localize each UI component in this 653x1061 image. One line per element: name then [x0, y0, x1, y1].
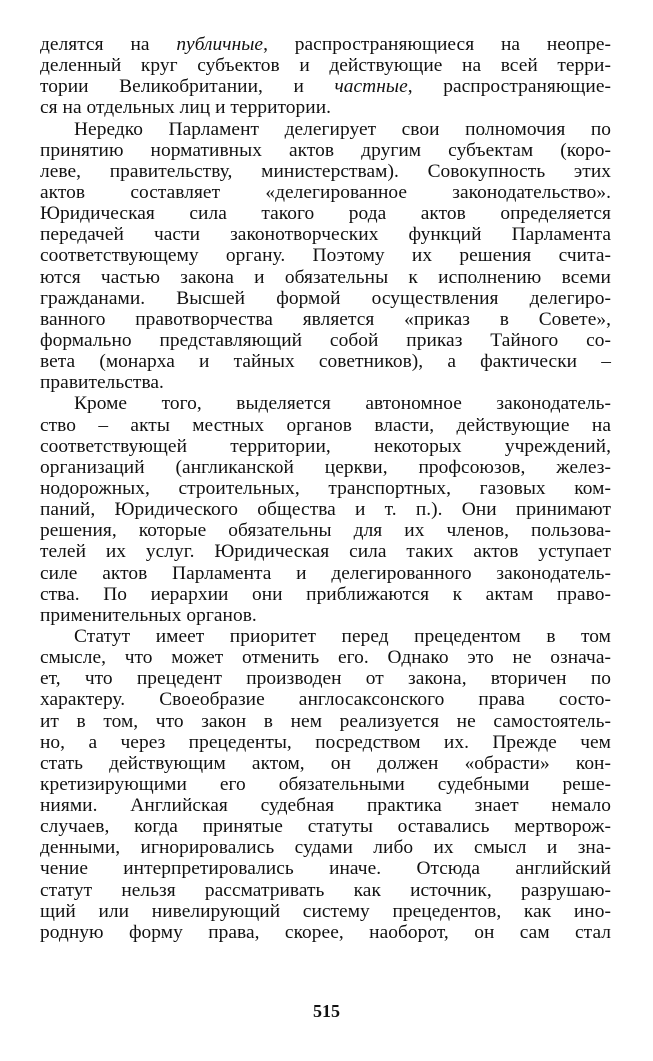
text-line [40, 520, 611, 541]
text-line [40, 436, 611, 457]
text-run: ства. По иерархии они приближаются к актам право- [40, 583, 611, 605]
paragraph [40, 626, 611, 943]
text-run: Юридическая сила такого рода актов определяется [40, 203, 611, 225]
text-run: Статут имеет приоритет перед прецедентом в том [74, 625, 611, 647]
text-run: деленный круг субъектов и действующие на всей терри- [40, 55, 611, 77]
text-run: формально представляющий собой приказ Тайного со- [40, 329, 611, 351]
text-line [40, 288, 611, 309]
text-run: актов составляет «делегированное законодательство». [40, 181, 611, 203]
text-line [40, 647, 611, 668]
text-run: паний, Юридического общества и т. п.). Они принимают [40, 499, 611, 521]
text-run: родную форму права, скорее, наоборот, он сам стал [40, 921, 611, 943]
text-line [40, 880, 611, 901]
text-line [40, 922, 611, 943]
text-run: организаций (англиканской церкви, профсоюзов, желез- [40, 456, 611, 478]
text-line [40, 245, 611, 266]
text-line [40, 732, 611, 753]
page-body [40, 34, 611, 943]
text-run: силе актов Парламента и делегированного законодатель- [40, 562, 611, 584]
text-run: делятся на [40, 34, 177, 55]
text-run: щий или нивелирующий систему прецедентов, как ино- [40, 900, 611, 922]
italic-term: публичные [176, 34, 264, 55]
text-line [40, 753, 611, 774]
text-run: соответствующему органу. Поэтому их решения счита- [40, 245, 611, 267]
text-line [40, 119, 611, 140]
text-line [40, 499, 611, 520]
text-run: вета (монарха и тайных советников), а фактически – [40, 351, 611, 373]
text-line [40, 774, 611, 795]
text-run: принятию нормативных актов другим субъектам (коро- [40, 139, 611, 161]
text-line [40, 161, 611, 182]
text-run: тории Великобритании, и [40, 76, 335, 98]
text-line [40, 330, 611, 351]
text-line [40, 901, 611, 922]
text-run: леве, правительству, министерствам). Совокупность этих [40, 160, 611, 182]
text-line [40, 372, 611, 393]
text-line [40, 203, 611, 224]
text-run: но, а через прецеденты, посредством их. Прежде чем [40, 731, 611, 753]
text-line [40, 182, 611, 203]
text-run: ит в том, что закон в нем реализуется не самостоятель- [40, 710, 611, 732]
text-run: ванного правотворчества является «приказ в Совете», [40, 308, 611, 330]
text-run: кретизирующими его обязательными судебными реше- [40, 773, 611, 795]
text-run: стать действующим актом, он должен «обрасти» кон- [40, 752, 611, 774]
italic-term: частные [334, 76, 408, 98]
text-line [40, 76, 611, 97]
text-run: смысле, что может отменить его. Однако это не означа- [40, 647, 611, 669]
text-line [40, 563, 611, 584]
text-run: ся на отдельных лиц и территории. [40, 97, 332, 119]
text-line [40, 55, 611, 76]
page-number: 515 [313, 1001, 340, 1021]
text-line [40, 140, 611, 161]
text-line [40, 605, 611, 626]
text-run: нодорожных, строительных, транспортных, газовых ком- [40, 477, 611, 499]
text-run: денными, игнорировались судами либо их смысл и зна- [40, 837, 611, 859]
text-run: ниями. Английская судебная практика знает немало [40, 795, 611, 817]
text-line [40, 711, 611, 732]
text-line [40, 541, 611, 562]
text-run: , распространяющие- [407, 76, 611, 98]
text-run: Кроме того, выделяется автономное законодатель- [74, 393, 611, 415]
text-line [40, 224, 611, 245]
text-run: характеру. Своеобразие англосаксонского права состо- [40, 689, 611, 711]
text-run: случаев, когда принятые статуты оставались мертворож- [40, 816, 611, 838]
text-run: передачей части законотворческих функций Парламента [40, 224, 611, 246]
text-run: , распространяющиеся на неопре- [263, 34, 611, 55]
text-line [40, 351, 611, 372]
text-line [40, 267, 611, 288]
text-run: чение интерпретировались иначе. Отсюда английский [40, 858, 611, 880]
text-line [40, 309, 611, 330]
text-run: ются частью закона и обязательны к исполнению всеми [40, 266, 611, 288]
text-line [40, 97, 611, 118]
text-line [40, 415, 611, 436]
text-line [40, 478, 611, 499]
text-run: телей их услуг. Юридическая сила таких актов уступает [40, 541, 611, 563]
paragraph [40, 34, 611, 119]
text-line [40, 457, 611, 478]
paragraph [40, 119, 611, 394]
text-run: ство – акты местных органов власти, действующие на [40, 414, 611, 436]
text-line [40, 837, 611, 858]
text-line [40, 816, 611, 837]
text-run: применительных органов. [40, 604, 257, 626]
text-line [40, 668, 611, 689]
text-line [40, 584, 611, 605]
text-run: решения, которые обязательны для их членов, пользова- [40, 520, 611, 542]
paragraph [40, 393, 611, 626]
text-line [40, 795, 611, 816]
text-line [40, 858, 611, 879]
text-run: гражданами. Высшей формой осуществления делегиро- [40, 287, 611, 309]
text-line [40, 34, 611, 55]
text-run: соответствующей территории, некоторых учреждений, [40, 435, 611, 457]
text-run: ет, что прецедент производен от закона, вторичен по [40, 668, 611, 690]
text-line [40, 393, 611, 414]
text-run: статут нельзя рассматривать как источник, разрушаю- [40, 879, 611, 901]
text-line [40, 626, 611, 647]
text-run: Нередко Парламент делегирует свои полномочия по [74, 118, 611, 140]
text-run: правительства. [40, 372, 164, 394]
text-line [40, 689, 611, 710]
